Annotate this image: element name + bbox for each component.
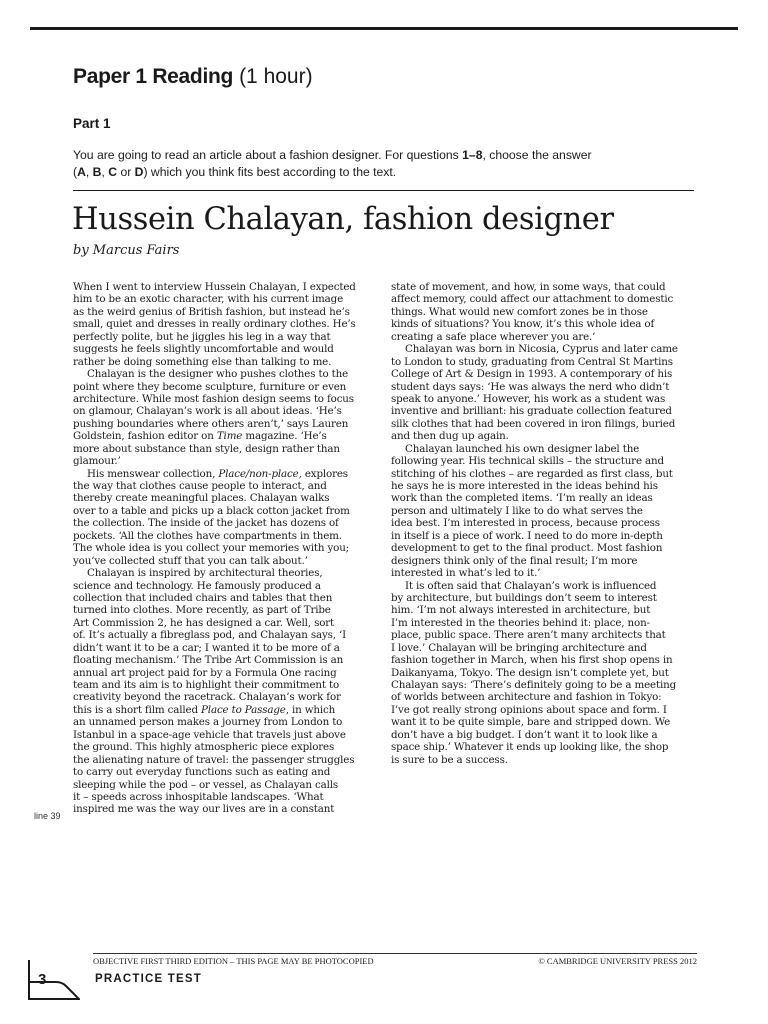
article-line: science and technology. He famously produced a <box>73 579 321 592</box>
article-line: Chalayan is the designer who pushes clothes to the <box>87 368 349 381</box>
section-divider <box>73 190 694 191</box>
article-line: him to be an exotic character, with his current image <box>73 293 344 306</box>
article-line: I’m interested in the theories behind it: place, non- <box>391 616 650 629</box>
article-line: idea best. I’m interested in process, because process <box>391 517 660 530</box>
article-line: on glamour, Chalayan’s work is all about ideas. ‘He’s <box>73 405 342 418</box>
article-line: the way that clothes cause people to interact, and <box>73 480 327 492</box>
footer-copyright: © CAMBRIDGE UNIVERSITY PRESS 2012 <box>538 956 697 966</box>
article-line: annual art project paid for by a Formula One racing <box>73 666 337 679</box>
instructions-text: , choose the answer <box>482 148 592 162</box>
article-line: glamour.’ <box>73 455 121 468</box>
paper-title-text: Paper 1 Reading <box>73 65 234 88</box>
italic-title: Place to Passage <box>201 703 286 716</box>
article-line: more about substance than style, design rather than <box>73 442 340 455</box>
article-line: point where they become sculpture, furniture or even <box>73 380 347 393</box>
article-line: don’t have a big budget. I don’t want it to look like a <box>391 728 658 741</box>
article-line: Art Commission 2, he has designed a car. Well, sort <box>73 616 335 629</box>
article-line: as the weird genius of British fashion, but instead he’s <box>73 305 350 318</box>
article-line: stitching of his clothes – are regarded as first class, but <box>391 467 673 480</box>
instructions-text: ( <box>73 164 78 179</box>
article-line: perfectly polite, but he jiggles his leg in a way that <box>73 330 331 343</box>
article-line: When I went to interview Hussein Chalayan, I expected <box>73 281 356 293</box>
article-line: designers think only of the final result; I’m more <box>391 554 638 567</box>
top-rule <box>30 27 738 30</box>
article-line: it – speeds across inhospitable landscapes. ‘What <box>73 790 324 803</box>
article-column-left <box>73 281 373 816</box>
article-line: following year. His technical skills – the structure and <box>391 455 664 468</box>
page-number: 3 <box>38 971 47 988</box>
part-label: Part 1 <box>73 116 111 131</box>
article-line: silk clothes that had been covered in iron filings, buried <box>391 417 676 430</box>
article-line: the collection. The inside of the jacket has dozens of <box>73 517 339 530</box>
article-line: I love.’ Chalayan will be bringing architecture and <box>391 641 647 654</box>
article-line: the alienating nature of travel: the passenger struggles <box>73 753 355 766</box>
article-line: pockets. ‘All the clothes have compartments in them. <box>73 529 342 542</box>
article-line: to carry out everyday functions such as eating and <box>73 766 331 779</box>
article-line: and then dug up again. <box>391 430 509 443</box>
italic-title: Time <box>216 430 243 443</box>
article-line: things. What would new comfort zones be in those <box>391 305 648 318</box>
option-a: A <box>77 164 86 179</box>
article-line: Chalayan says: ‘There’s definitely going to be a meeting <box>391 679 677 691</box>
article-line: over to a table and picks up a black cotton jacket from <box>73 504 350 517</box>
instructions-text: or <box>117 164 135 179</box>
article-line: rather be doing something else than talking to me. <box>73 355 332 368</box>
article-line: affect memory, could affect our attachment to domestic <box>391 293 674 306</box>
article-line: speak to anyone.’ However, his work as a student was <box>391 392 666 405</box>
article-line: interested in what’s led to it.’ <box>391 567 541 580</box>
article-line: person and ultimately I like to do what serves the <box>391 504 643 517</box>
article-line: Goldstein, fashion editor on Time magazine. ‘He’s <box>73 430 327 443</box>
article-line: he says he is more interested in the ideas behind his <box>391 480 658 492</box>
article-line: want it to be quite simple, bare and stripped down. We <box>391 716 671 729</box>
article-line: inspired me was the way our lives are in a constant <box>73 803 335 816</box>
article-line: you’ve collected stuff that you can talk about.’ <box>73 554 308 567</box>
article-line: in itself is a piece of work. I need to do more in-depth <box>391 529 663 542</box>
article-line: student days says: ‘He was always the nerd who didn’t <box>391 380 670 393</box>
article-line: The whole idea is you collect your memories with you; <box>73 542 350 555</box>
article-line: didn’t want it to be a car; I wanted it to be more of a <box>73 641 340 654</box>
article-line: I’ve got really strong opinions about space and form. I <box>391 703 667 716</box>
article-line: to London to study, graduating from Central St Martins <box>391 355 673 368</box>
article-line: team and its aim is to highlight their commitment to <box>73 679 340 691</box>
article-line: Istanbul in a space-age vehicle that travels just above <box>73 728 346 741</box>
article-line: pushing boundaries where others aren’t,’ says Lauren <box>73 417 349 430</box>
article-line: state of movement, and how, in some ways, that could <box>391 281 666 293</box>
question-range: 1–8 <box>462 148 483 162</box>
article-line: Chalayan launched his own designer label the <box>405 442 640 455</box>
instructions-text: , <box>85 164 93 179</box>
article-line: sleeping while the pod – or vessel, as Chalayan calls <box>73 778 339 791</box>
option-b: B <box>92 164 102 179</box>
article-line: space ship.’ Whatever it ends up looking like, the shop <box>391 741 669 754</box>
article-line: development to get to the final product. Most fashion <box>391 542 663 555</box>
option-d: D <box>134 164 144 179</box>
footer-rule <box>93 953 697 954</box>
section-label: PRACTICE TEST <box>95 973 202 985</box>
article-line: Daikanyama, Tokyo. The design isn’t complete yet, but <box>391 666 669 679</box>
instructions-text: You are going to read an article about a fashion designer. For questions <box>73 148 463 162</box>
paper-duration: (1 hour) <box>239 65 313 88</box>
article-line: of worlds between architecture and fashion in Tokyo: <box>391 691 662 704</box>
page-number-tab <box>28 960 80 1000</box>
article-line: small, quiet and dresses in really ordinary clothes. He’s <box>73 318 356 331</box>
article-column-right <box>391 281 696 766</box>
article-line: is sure to be a success. <box>391 753 508 766</box>
option-c: C <box>108 164 118 179</box>
article-line: an unnamed person makes a journey from London to <box>73 716 343 729</box>
article-line: of. It’s actually a fibreglass pod, and Chalayan says, ‘I <box>73 629 347 642</box>
footer-copy-notice: OBJECTIVE FIRST THIRD EDITION – THIS PAGE MAY BE PHOTOCOPIED <box>93 956 374 966</box>
article-line: floating mechanism.’ The Tribe Art Commission is an <box>73 654 344 667</box>
article-byline: by Marcus Fairs <box>73 243 180 258</box>
instructions-text: ) which you think fits best according to the text. <box>143 164 397 179</box>
italic-title: Place/non-place <box>218 467 299 480</box>
instructions <box>73 147 693 180</box>
article-line: place, public space. There aren’t many architects that <box>391 629 666 642</box>
article-line: It is often said that Chalayan’s work is influenced <box>405 579 657 592</box>
article-line: inventive and brilliant: his graduate collection featured <box>391 405 672 418</box>
article-line: creativity beyond the racetrack. Chalayan’s work for <box>73 691 341 704</box>
article-line: turned into clothes. More recently, as part of Tribe <box>73 604 331 617</box>
article-line: by architecture, but buildings don’t seem to interest <box>391 591 657 604</box>
article-line: suggests he feels slightly uncomfortable and would <box>73 343 334 356</box>
line-marker: line 39 <box>34 811 61 821</box>
article-line: him. ‘I’m not always interested in architecture, but <box>391 604 651 617</box>
article-line: thereby create meaningful places. Chalayan walks <box>73 492 330 505</box>
article-line: the ground. This highly atmospheric piece explores <box>73 741 335 754</box>
paper-title <box>73 63 313 91</box>
article-line: His menswear collection, Place/non-place, explores <box>87 467 348 480</box>
article-line: College of Art & Design in 1993. A contemporary of his <box>391 368 673 381</box>
article-line: work than the completed items. ‘I’m really an ideas <box>391 492 653 505</box>
article-line: Chalayan is inspired by architectural theories, <box>87 567 323 580</box>
article-line: this is a short film called Place to Passage, in which <box>73 703 336 716</box>
article-line: Chalayan was born in Nicosia, Cyprus and later came <box>405 343 678 356</box>
article-line: kinds of situations? You know, it’s this whole idea of <box>391 318 655 331</box>
article-line: architecture. While most fashion design seems to focus <box>73 392 354 405</box>
instructions-text: , <box>101 164 109 179</box>
article-line: creating a safe place wherever you are.’ <box>391 330 596 343</box>
article-headline: Hussein Chalayan, fashion designer <box>72 202 614 237</box>
article-line: fashion together in March, when his first shop opens in <box>391 654 673 667</box>
article-line: collection that included chairs and tables that then <box>73 591 333 604</box>
